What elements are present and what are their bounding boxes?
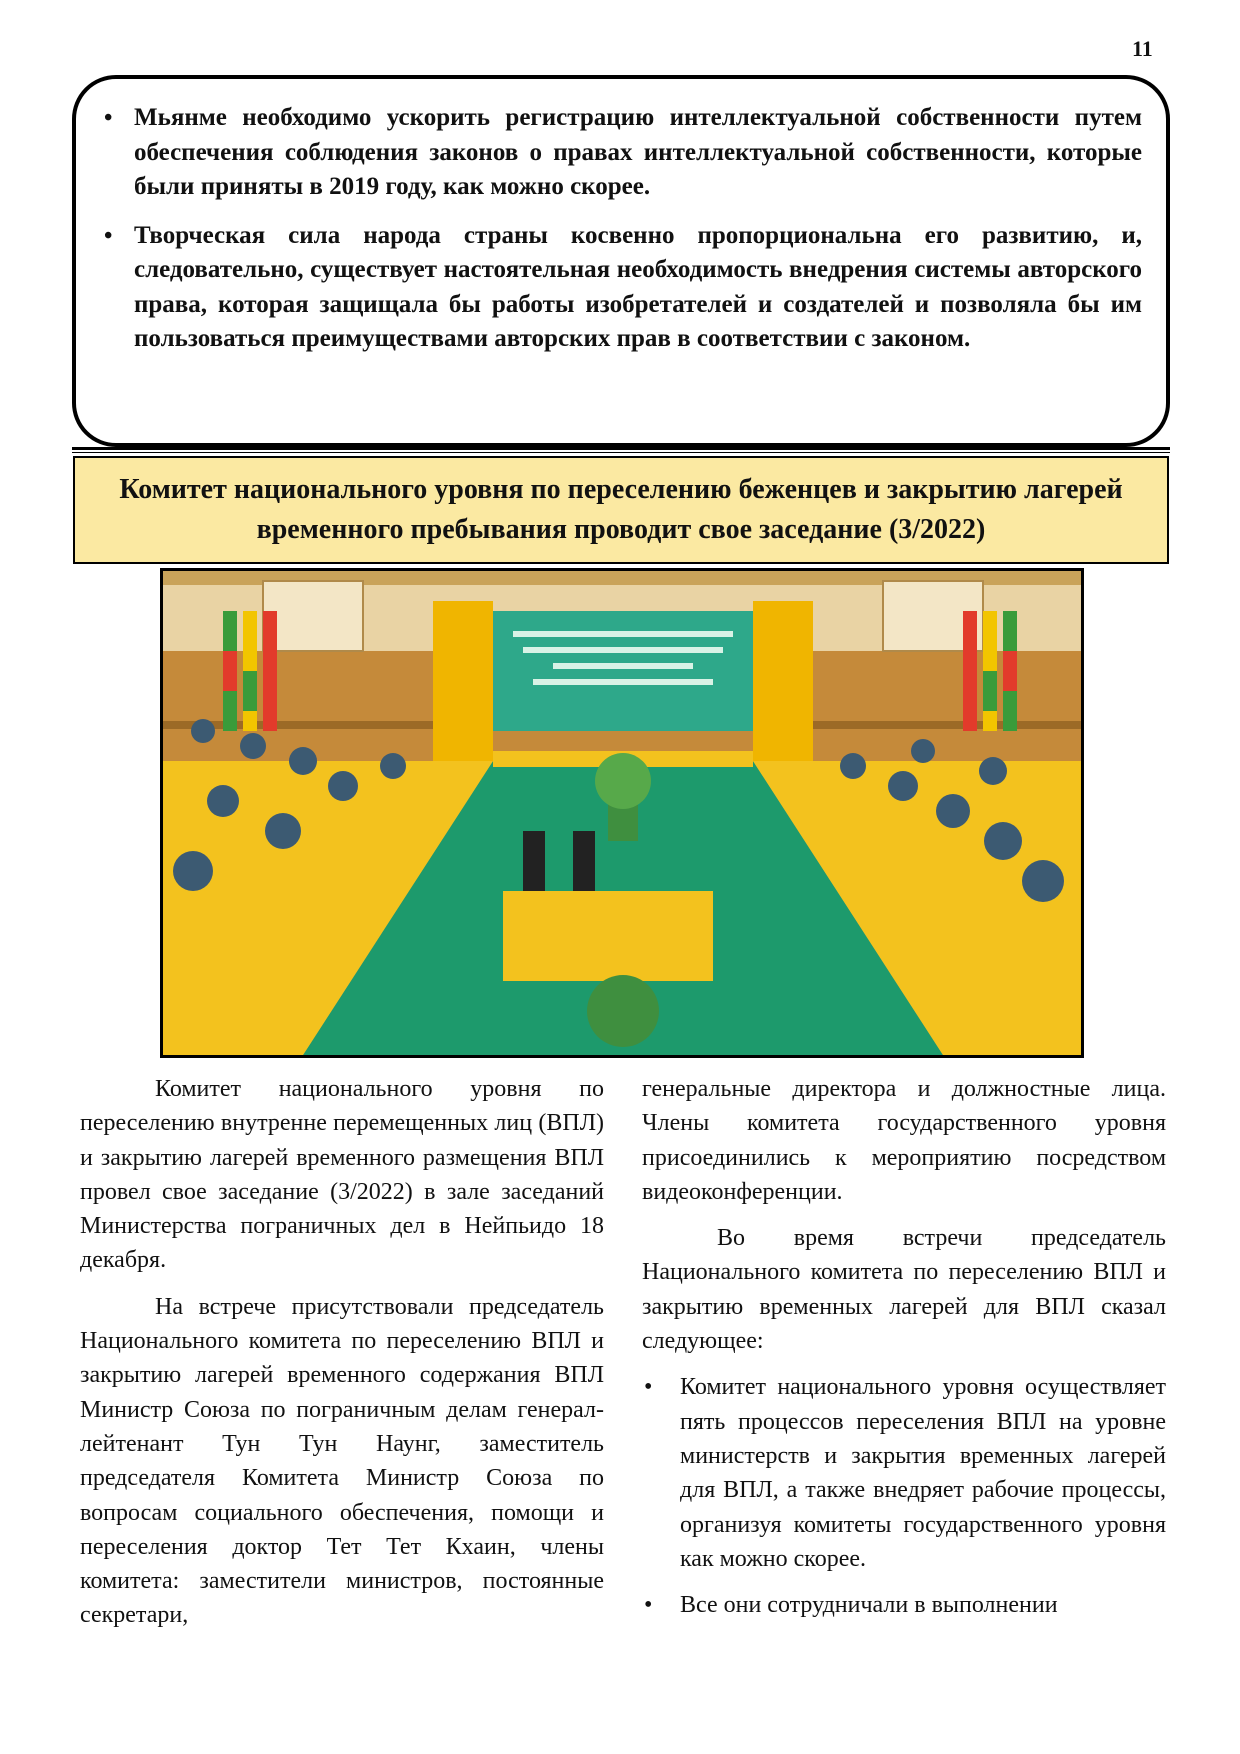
divider-thick [72, 447, 1170, 450]
divider-thin [72, 452, 1170, 453]
page-number: 11 [1132, 36, 1153, 61]
statement-bullet: • Все они сотрудничали в выполнении [642, 1588, 1166, 1622]
left-column [80, 1072, 604, 1645]
summary-box [72, 75, 1170, 447]
summary-bullet: • Творческая сила народа страны косвенно пропорциональна его развитию, и, следовательно, существует настоятельная необходимость внедрения системы авторского права, которая защищала бы работы изобретателей и создателей и позволяла бы им пользоваться преимуществами авторских прав в соответствии с законом. [96, 219, 1142, 357]
right-column [642, 1072, 1166, 1634]
statement-bullet: • Комитет национального уровня осуществляет пять процессов переселения ВПЛ на уровне министерств и закрытия временных лагерей для ВПЛ, а также внедряет рабочие процессы, организуя комитеты государственного уровня как можно скорее. [642, 1370, 1166, 1576]
meeting-hall-image [163, 571, 1081, 1055]
summary-bullet-list [96, 101, 1142, 357]
paragraph: Комитет национального уровня по переселению внутренне перемещенных лиц (ВПЛ) и закрытию лагерей временного размещения ВПЛ провел свое заседание (3/2022) в зале заседаний Министерства пограничных дел в Нейпьидо 18 декабря. [80, 1076, 604, 1274]
meeting-photo [160, 568, 1084, 1058]
paragraph: генеральные директора и должностные лица. Члены комитета государственного уровня присоединились к мероприятию посредством видеоконференции. [642, 1076, 1166, 1205]
article-title: Комитет национального уровня по переселению беженцев и закрытию лагерей временного пребывания проводит свое заседание (3/2022) [73, 456, 1169, 564]
summary-bullet: • Мьянме необходимо ускорить регистрацию интеллектуальной собственности путем обеспечения соблюдения законов о правах интеллектуальной собственности, которые были приняты в 2019 году, как можно скорее. [96, 101, 1142, 205]
statement-bullet-list [642, 1370, 1166, 1622]
paragraph: На встрече присутствовали председатель Национального комитета по переселению ВПЛ и закрытию лагерей временного содержания ВПЛ Министр Союза по пограничным делам генерал-лейтенант Тун Тун Наунг, заместитель председателя Комитета Министр Союза по вопросам социального обеспечения, помощи и переселения доктор Тет Тет Кхаин, члены комитета: заместители министров, постоянные секретари, [80, 1293, 604, 1629]
paragraph: Во время встречи председатель Национального комитета по переселению ВПЛ и закрытию временных лагерей для ВПЛ сказал следующее: [642, 1225, 1166, 1355]
